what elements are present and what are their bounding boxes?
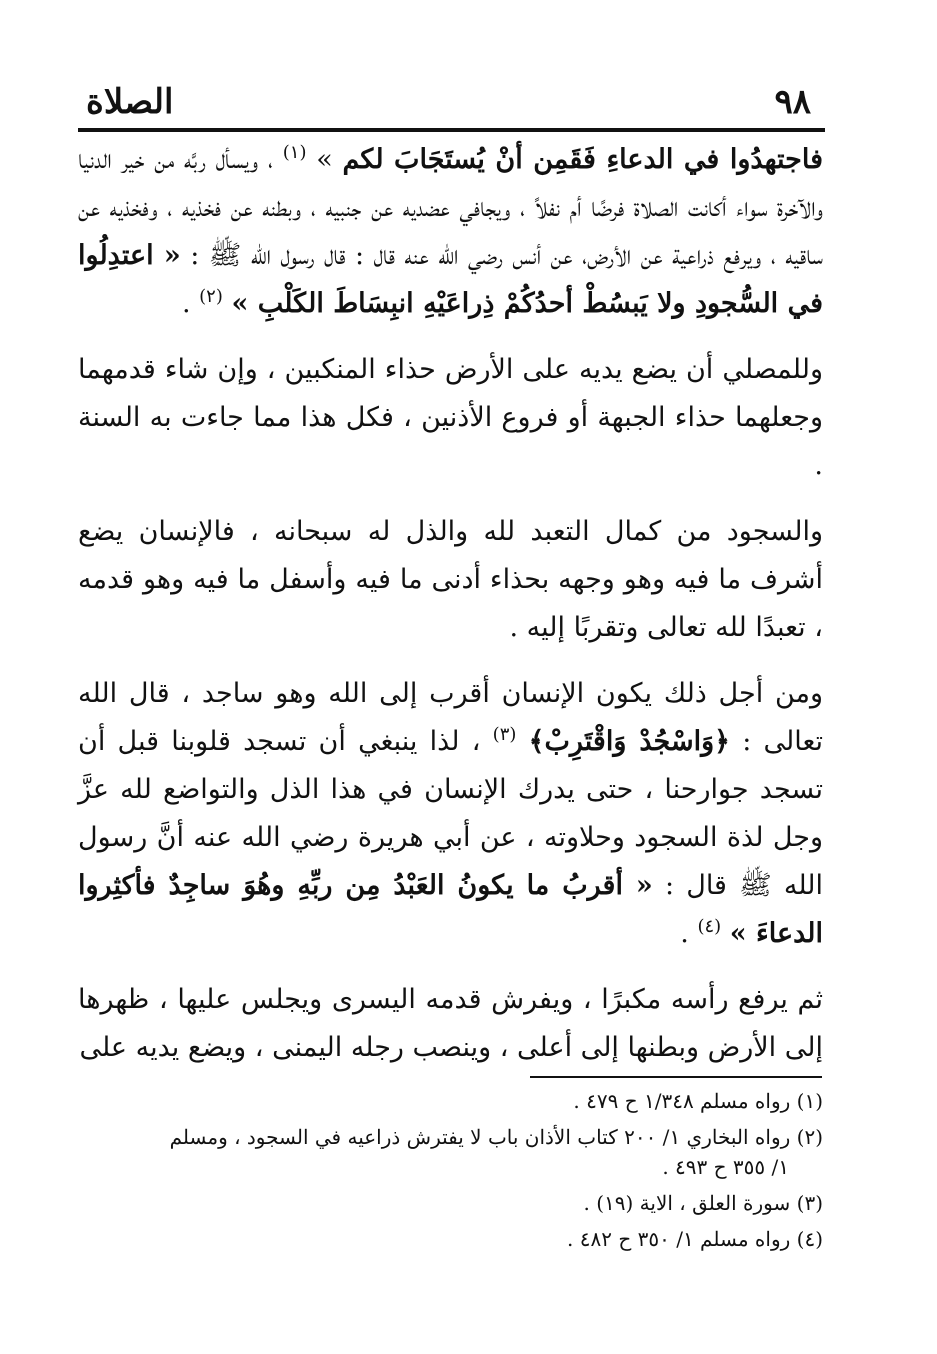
paragraph-text: ومن أجل ذلك يكون الإنسان أقرب إلى الله وهو ساجد ، قال الله تعالى : — [78, 678, 823, 757]
hadith-quote: « أقربُ ما يكونُ العَبْدُ مِن ربِّهِ وهُوَ ساجِدٌ فأكثِروا الدعاءَ » — [78, 870, 823, 949]
footnote-text: رواه البخاري ١/ ٢٠٠ كتاب الأذان باب لا يفترش ذراعيه في السجود ، ومسلم — [169, 1125, 791, 1149]
footnote-ref-1[interactable]: (١) — [282, 142, 307, 163]
hadith-quote: فاجتهدُوا في الدعاءِ فَقَمِن أنْ يُستَجَابَ لكم — [342, 144, 823, 175]
paragraph-text: ، ويسأل ربَّه من خير الدنيا والآخرة سواء أكانت الصلاة فرضًا أم نفلاً ، ويجافي عضديه عن جنبيه ، وبطنه عن فخذيه ، وفخذيه عن ساقيه ، ويرفع ذراعية عن الأرض، عن أنس رضي الله عنه قال : قال رسول الله ﷺ : — [78, 144, 823, 271]
footnote-2 — [78, 1122, 823, 1182]
footnote-number: (٤) — [796, 1227, 823, 1251]
paragraph-5 — [78, 976, 823, 1072]
footnote-text: رواه مسلم ١/ ٣٥٠ ح ٤٨٢ . — [567, 1227, 791, 1251]
page-body — [78, 136, 823, 1090]
page-header — [78, 78, 823, 126]
hadith-quote: « اعتدِلُوا في السُّجودِ ولا يَبسُطْ أحدُكُمْ ذِراعَيْهِ انبِسَاطَ الكَلْبِ » — [78, 240, 823, 319]
sentence-end: . — [181, 288, 191, 319]
footnote-1 — [78, 1086, 823, 1116]
page-number: ٩٨ — [774, 82, 811, 122]
footnotes — [78, 1086, 823, 1260]
paragraph-1 — [78, 136, 823, 328]
paragraph-text: والسجود من كمال التعبد لله والذل له سبحانه ، فالإنسان يضع أشرف ما فيه وهو وجهه بحذاء أدنى ما فيه وأسفل ما فيه وهو قدمه ، تعبدًا لله تعالى وتقربًا إليه . — [78, 516, 823, 643]
footnote-3 — [78, 1188, 823, 1218]
footnote-continuation: ١/ ٣٥٥ ح ٤٩٣ . — [662, 1155, 789, 1179]
sentence-end: . — [680, 918, 689, 949]
paragraph-4 — [78, 670, 823, 958]
paragraph-text: ثم يرفع رأسه مكبرًا ، ويفرش قدمه اليسرى ويجلس عليها ، ظهرها إلى الأرض وبطنها إلى أعلى ، وينصب رجله اليمنى ، ويضع يديه على — [78, 984, 823, 1063]
footnote-ref-2[interactable]: (٢) — [199, 286, 223, 307]
paragraph-text: ، لذا ينبغي أن تسجد قلوبنا قبل أن تسجد جوارحنا ، حتى يدرك الإنسان في هذا الذل والتواضع لله عزَّ وجل لذة السجود وحلاوته ، عن أبي هريرة رضي الله عنه أنَّ رسول الله ﷺ قال : — [78, 726, 823, 901]
footnote-ref-4[interactable]: (٤) — [697, 916, 722, 937]
paragraph-3 — [78, 508, 823, 652]
quote-close-mark: » — [316, 144, 333, 175]
footnote-number: (١) — [796, 1089, 823, 1113]
paragraph-text: وللمصلي أن يضع يديه على الأرض حذاء المنكبين ، وإن شاء قدمهما وجعلهما حذاء الجبهة أو فروع الأذنين ، فكل هذا مما جاءت به السنة . — [78, 354, 823, 481]
footnote-text: رواه مسلم ١/٣٤٨ ح ٤٧٩ . — [573, 1089, 791, 1113]
quran-verse: ﴿وَاسْجُدْ وَاقْتَرِبْ﴾ — [528, 726, 730, 757]
footnote-text: سورة العلق ، الاية (١٩) . — [583, 1191, 791, 1215]
footnote-separator — [530, 1076, 822, 1078]
header-rule — [78, 128, 825, 132]
footnote-number: (٢) — [796, 1125, 823, 1149]
paragraph-2 — [78, 346, 823, 490]
footnote-4 — [78, 1224, 823, 1254]
running-title: الصلاة — [86, 82, 174, 122]
footnote-ref-3[interactable]: (٣) — [492, 724, 517, 745]
footnote-number: (٣) — [796, 1191, 823, 1215]
